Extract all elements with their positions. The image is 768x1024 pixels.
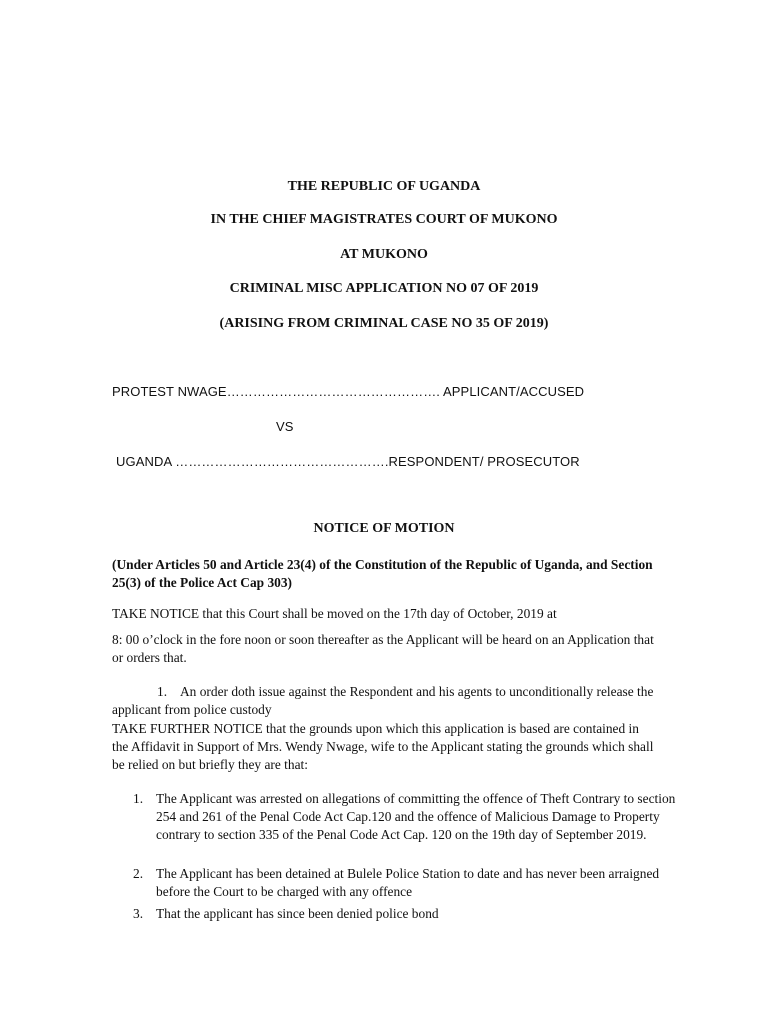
ground-number: 2. [133, 866, 144, 881]
heading-court: IN THE CHIEF MAGISTRATES COURT OF MUKONO [210, 212, 558, 227]
party-respondent: UGANDA ………………………………………….RESPONDENT/ PROSECUTOR [116, 454, 580, 469]
order-number: 1. [157, 684, 168, 699]
heading-location: AT MUKONO [340, 247, 428, 262]
ground-number: 3. [133, 906, 144, 921]
take-notice-paragraph: TAKE NOTICE that this Court shall be moved on the 17th day of October, 2019 at [112, 606, 557, 621]
heading-republic: THE REPUBLIC OF UGANDA [287, 179, 481, 194]
ground-item [133, 865, 681, 901]
hearing-time-paragraph: 8: 00 o’clock in the fore noon or soon thereafter as the Applicant will be heard on an Application that or orders that. [112, 632, 654, 665]
party-versus: VS [276, 419, 294, 434]
order-item [112, 683, 677, 719]
ground-text: That the applicant has since been denied police bond [156, 906, 439, 921]
statutory-basis: (Under Articles 50 and Article 23(4) of the Constitution of the Republic of Uganda, and Section 25(3) of the Police Act Cap 303) [112, 557, 653, 590]
order-text-continuation: applicant from police custody [112, 702, 272, 717]
ground-text: The Applicant has been detained at Bulele Police Station to date and has never been arraigned before the Court to be charged with any offence [156, 866, 660, 899]
further-notice-paragraph: TAKE FURTHER NOTICE that the grounds upon which this application is based are contained in the Affidavit in Support of Mrs. Wendy Nwage, wife to the Applicant stating the grounds which shall be relied on but briefly they are that: [112, 721, 654, 772]
order-text: An order doth issue against the Respondent and his agents to unconditionally release the [180, 684, 654, 699]
ground-number: 1. [133, 791, 144, 806]
party-applicant: PROTEST NWAGE…………………………………………. APPLICANT/ACCUSED [112, 384, 585, 399]
ground-text: The Applicant was arrested on allegations of committing the offence of Theft Contrary to section 254 and 261 of the Penal Code Act Cap.120 and the offence of Malicious Damage to Property contrary to section 335 of the Penal Code Act Cap. 120 on the 19th day of September 2019. [156, 791, 676, 842]
ground-item [133, 790, 681, 844]
ground-item [133, 905, 681, 923]
heading-application-number: CRIMINAL MISC APPLICATION NO 07 OF 2019 [229, 281, 539, 296]
heading-arising-from: (ARISING FROM CRIMINAL CASE NO 35 OF 2019) [219, 316, 549, 331]
notice-title: NOTICE OF MOTION [313, 521, 455, 536]
